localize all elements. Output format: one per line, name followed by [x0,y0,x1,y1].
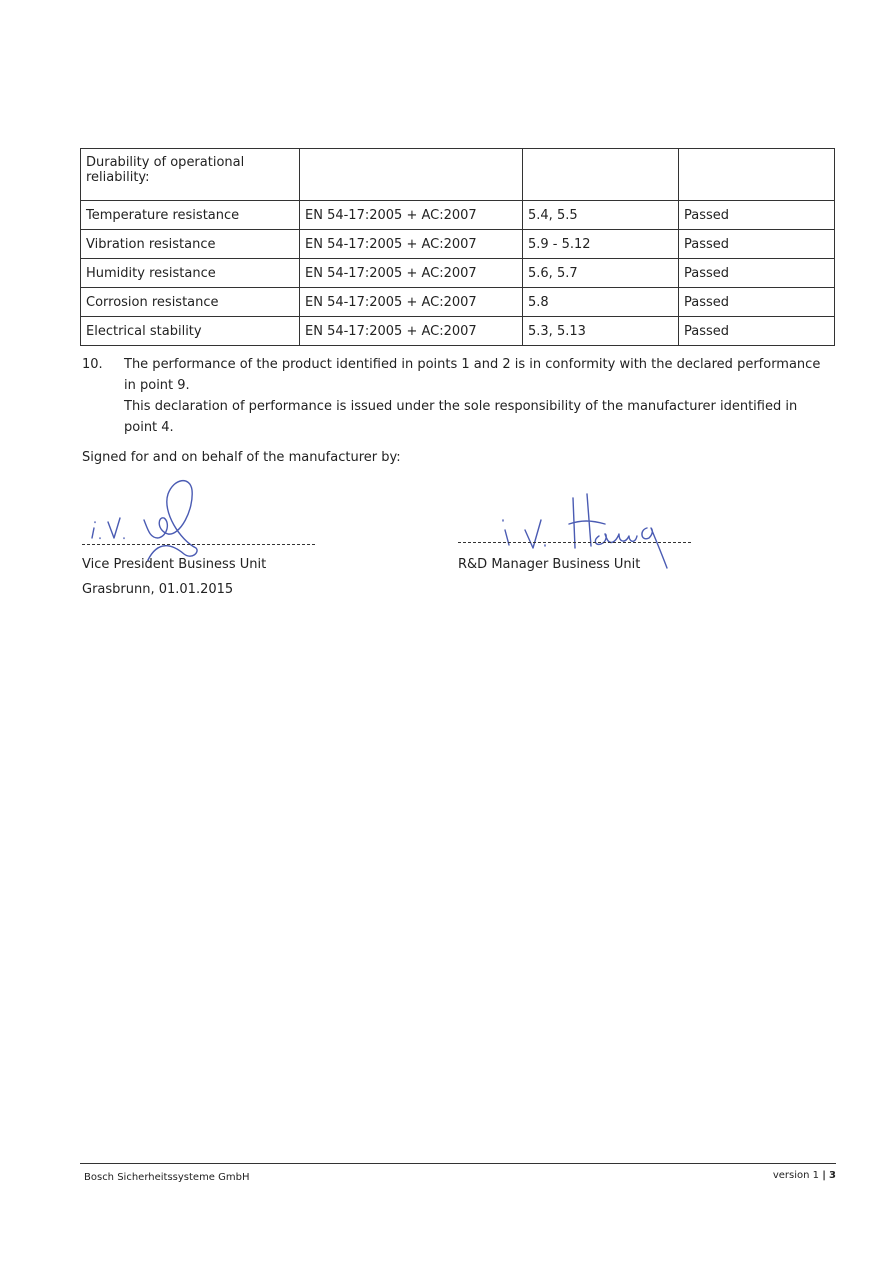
standard-cell: EN 54-17:2005 + AC:2007 [300,230,523,259]
signature-line-right [458,542,691,543]
point-number: 10. [82,357,103,372]
clause-cell: 5.9 - 5.12 [523,230,679,259]
table-row [81,288,835,317]
table-cell-empty [679,149,835,201]
declaration-point-10 [82,354,827,438]
characteristic-cell: Electrical stability [81,317,300,346]
standard-cell: EN 54-17:2005 + AC:2007 [300,201,523,230]
table-row [81,259,835,288]
result-cell: Passed [679,259,835,288]
footer-divider [80,1163,836,1164]
characteristic-cell: Humidity resistance [81,259,300,288]
footer-separator: | [822,1170,826,1181]
footer-version: version 1 [772,1170,819,1181]
table-row [81,317,835,346]
characteristic-cell: Vibration resistance [81,230,300,259]
table-header-label: Durability of operational reliability: [81,149,300,201]
characteristic-cell: Temperature resistance [81,201,300,230]
conformity-statement: The performance of the product identified in points 1 and 2 is in conformity with the declared performance in point 9. [124,357,821,393]
signature-line-left [82,544,315,545]
signed-by-text: Signed for and on behalf of the manufacturer by: [82,450,401,465]
footer-company: Bosch Sicherheitssysteme GmbH [84,1172,250,1183]
right-signatory-title: R&D Manager Business Unit [458,557,641,572]
table-cell-empty [523,149,679,201]
result-cell: Passed [679,230,835,259]
result-cell: Passed [679,317,835,346]
table-cell-empty [300,149,523,201]
clause-cell: 5.6, 5.7 [523,259,679,288]
characteristic-cell: Corrosion resistance [81,288,300,317]
responsibility-statement: This declaration of performance is issued under the sole responsibility of the manufacturer identified in point 4. [124,399,798,435]
result-cell: Passed [679,288,835,317]
signature-left [88,470,218,565]
footer-page-number: 3 [829,1170,836,1181]
place-date: Grasbrunn, 01.01.2015 [82,582,234,597]
standard-cell: EN 54-17:2005 + AC:2007 [300,259,523,288]
footer-page-info [773,1170,836,1181]
table-header-row [81,149,835,201]
clause-cell: 5.8 [523,288,679,317]
left-signatory-title: Vice President Business Unit [82,557,267,572]
clause-cell: 5.4, 5.5 [523,201,679,230]
standard-cell: EN 54-17:2005 + AC:2007 [300,288,523,317]
standard-cell: EN 54-17:2005 + AC:2007 [300,317,523,346]
performance-table [80,148,835,346]
table-row [81,201,835,230]
result-cell: Passed [679,201,835,230]
clause-cell: 5.3, 5.13 [523,317,679,346]
table-row [81,230,835,259]
